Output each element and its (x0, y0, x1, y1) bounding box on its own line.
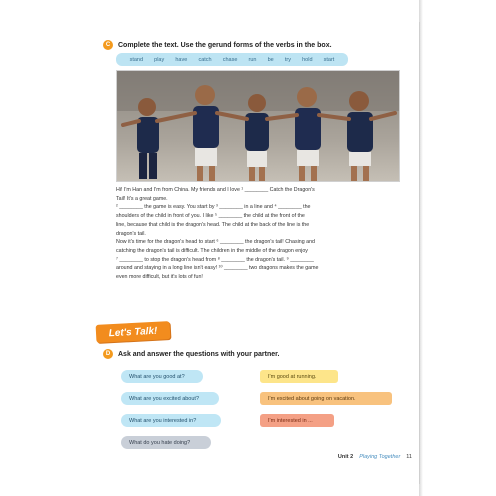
page-number: 11 (406, 454, 412, 460)
question-bubble: What are you interested in? (121, 414, 221, 427)
section-c-heading (103, 40, 332, 50)
answer-bubble: I'm interested in ... (260, 414, 334, 427)
question-bubble: What are you excited about? (121, 392, 219, 405)
section-c-badge: C (103, 40, 113, 50)
word-box-item: start (323, 56, 335, 63)
story-line: catching the dragon's tail is difficult. The children in the middle of the dragon enjoy (116, 247, 308, 254)
story-line: ² ________ the game is easy. You start by ³ ________ in a line and ⁴ ________ the (116, 204, 311, 211)
story-line: shoulders of the child in front of you. I like ⁵ ________ the child at the front of the (116, 213, 305, 220)
story-line: around and staying in a long line isn't easy! ¹⁰ ________ two dragons makes the game (116, 265, 319, 272)
story-line: line, because that child is the dragon's head. The child at the back of the line is the (116, 221, 310, 228)
section-d-instruction: Ask and answer the questions with your partner. (118, 350, 280, 358)
photo-illustration (117, 71, 400, 182)
answer-bubble: I'm excited about going on vacation. (260, 392, 392, 405)
question-bubble: What do you hate doing? (121, 436, 211, 449)
word-box-item: run (248, 56, 257, 63)
word-box-item: try (284, 56, 291, 63)
story-line: dragon's tail. (116, 230, 146, 237)
footer-unit: Unit 2 (337, 454, 354, 460)
footer-unit-title: Playing Together (359, 454, 401, 460)
section-d-heading (103, 349, 279, 359)
answer-bubble: I'm good at running. (260, 370, 338, 383)
section-c-instruction: Complete the text. Use the gerund forms of the verbs in the box. (118, 41, 332, 49)
word-box-item: play (154, 56, 165, 63)
section-d-badge: D (103, 349, 113, 359)
word-box-item: catch (198, 56, 212, 63)
word-box-item: be (267, 56, 274, 63)
story-line: even more difficult, but it's lots of fun! (116, 274, 203, 281)
page-footer (300, 454, 412, 460)
story-line: ⁷ ________ to stop the dragon's head from ⁸ ________ the dragon's tail. ⁹ ________ (116, 256, 314, 263)
word-box-item: stand (129, 56, 144, 63)
word-box-item: have (175, 56, 188, 63)
lets-talk-label: Let's Talk! (108, 325, 158, 339)
word-box-item: chase (222, 56, 238, 63)
children-playing-photo (116, 70, 400, 182)
verb-word-box (116, 53, 348, 66)
story-line: Hi! I'm Han and I'm from China. My friends and I love ¹ ________ Catch the Dragon's (116, 187, 315, 193)
story-line: Now it's time for the dragon's head to start ⁶ ________ the dragon's tail! Chasing and (116, 239, 315, 246)
word-box-item: hold (302, 56, 313, 63)
story-text (116, 186, 400, 282)
question-bubble: What are you good at? (121, 370, 203, 383)
story-line: Tail! It's a great game. (116, 195, 168, 202)
